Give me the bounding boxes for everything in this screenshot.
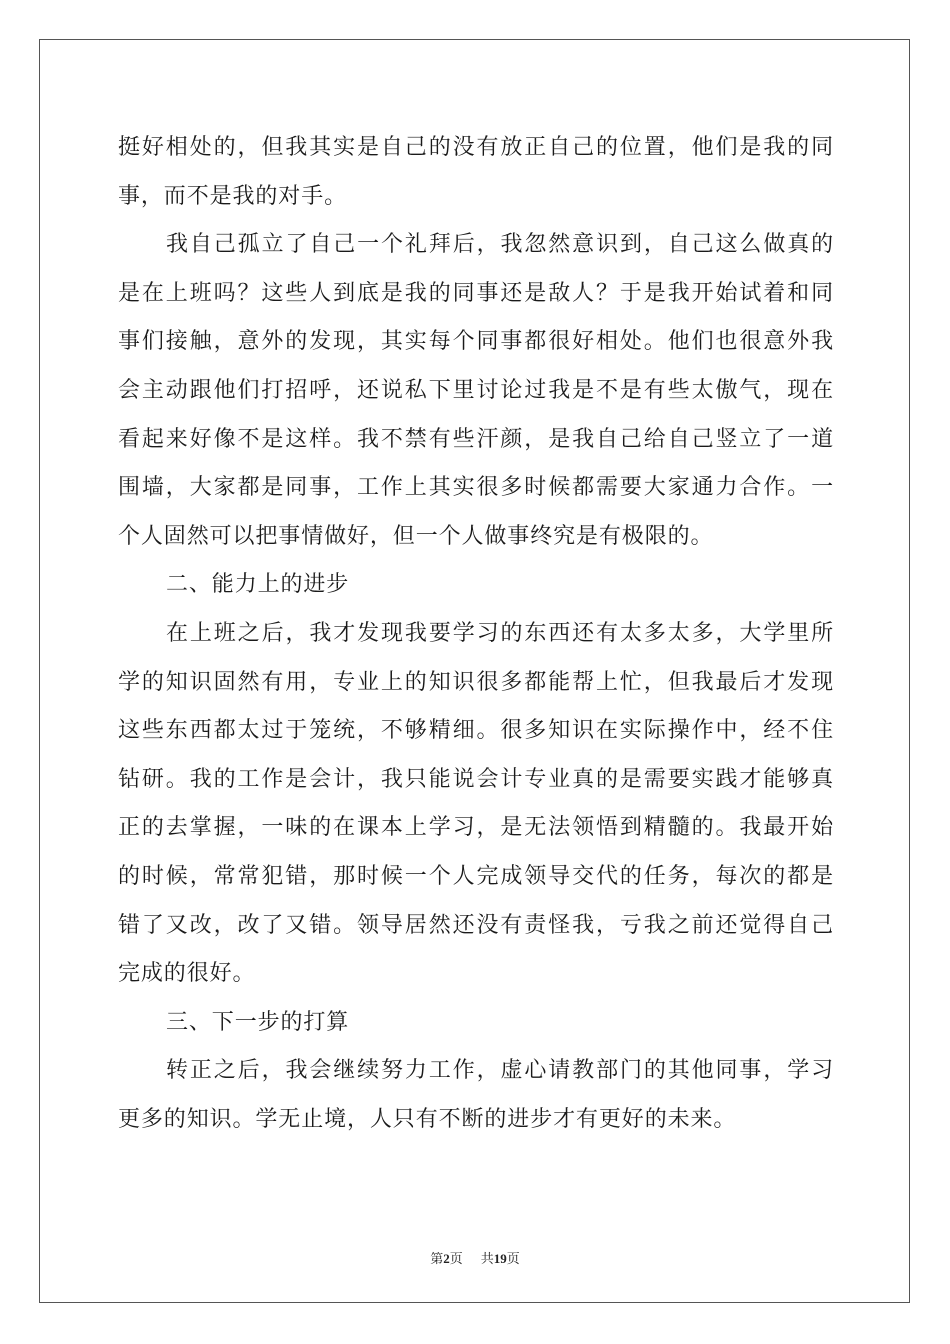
text-line: 事们接触，意外的发现，其实每个同事都很好相处。他们也很意外我: [118, 329, 834, 355]
text-line: 是在上班吗？这些人到底是我的同事还是敌人？于是我开始试着和同: [118, 280, 834, 306]
text-line: 这些东西都太过于笼统，不够精细。很多知识在实际操作中，经不住: [118, 718, 834, 744]
text-line: 围墙，大家都是同事，工作上其实很多时候都需要大家通力合作。一: [118, 475, 834, 501]
text-line: 更多的知识。学无止境，人只有不断的进步才有更好的未来。: [118, 1106, 737, 1132]
text-line: 看起来好像不是这样。我不禁有些汗颜，是我自己给自己竖立了一道: [118, 426, 834, 452]
page-footer: [0, 1248, 950, 1267]
text-line: 个人固然可以把事情做好，但一个人做事终究是有极限的。: [118, 523, 714, 549]
page-prefix: 第: [430, 1251, 444, 1266]
text-line: 转正之后，我会继续努力工作，虚心请教部门的其他同事，学习: [166, 1058, 834, 1084]
text-line: 会主动跟他们打招呼，还说私下里讨论过我是不是有些太傲气，现在: [118, 377, 834, 403]
text-line: 在上班之后，我才发现我要学习的东西还有太多太多，大学里所: [166, 620, 834, 646]
section-heading: 二、能力上的进步: [166, 572, 350, 598]
text-line: 的时候，常常犯错，那时候一个人完成领导交代的任务，每次的都是: [118, 863, 834, 889]
total-pages: 19: [493, 1251, 507, 1266]
text-line: 完成的很好。: [118, 961, 256, 987]
text-line: 学的知识固然有用，专业上的知识很多都能帮上忙，但我最后才发现: [118, 669, 834, 695]
total-prefix: 共: [480, 1251, 494, 1266]
document-body: [118, 124, 834, 1144]
total-suffix: 页: [506, 1251, 520, 1266]
page-number: 2: [443, 1251, 450, 1266]
text-line: 挺好相处的，但我其实是自己的没有放正自己的位置，他们是我的同: [118, 135, 834, 160]
text-line: 错了又改，改了又错。领导居然还没有责怪我，亏我之前还觉得自己: [118, 912, 834, 938]
text-line: 事，而不是我的对手。: [118, 183, 348, 209]
text-line: 正的去掌握，一味的在课本上学习，是无法领悟到精髓的。我最开始: [118, 815, 834, 841]
text-line: 钻研。我的工作是会计，我只能说会计专业真的是需要实践才能够真: [118, 766, 834, 792]
page-suffix: 页: [449, 1251, 463, 1266]
text-line: 我自己孤立了自己一个礼拜后，我忽然意识到，自己这么做真的: [166, 232, 834, 258]
section-heading: 三、下一步的打算: [166, 1009, 350, 1035]
